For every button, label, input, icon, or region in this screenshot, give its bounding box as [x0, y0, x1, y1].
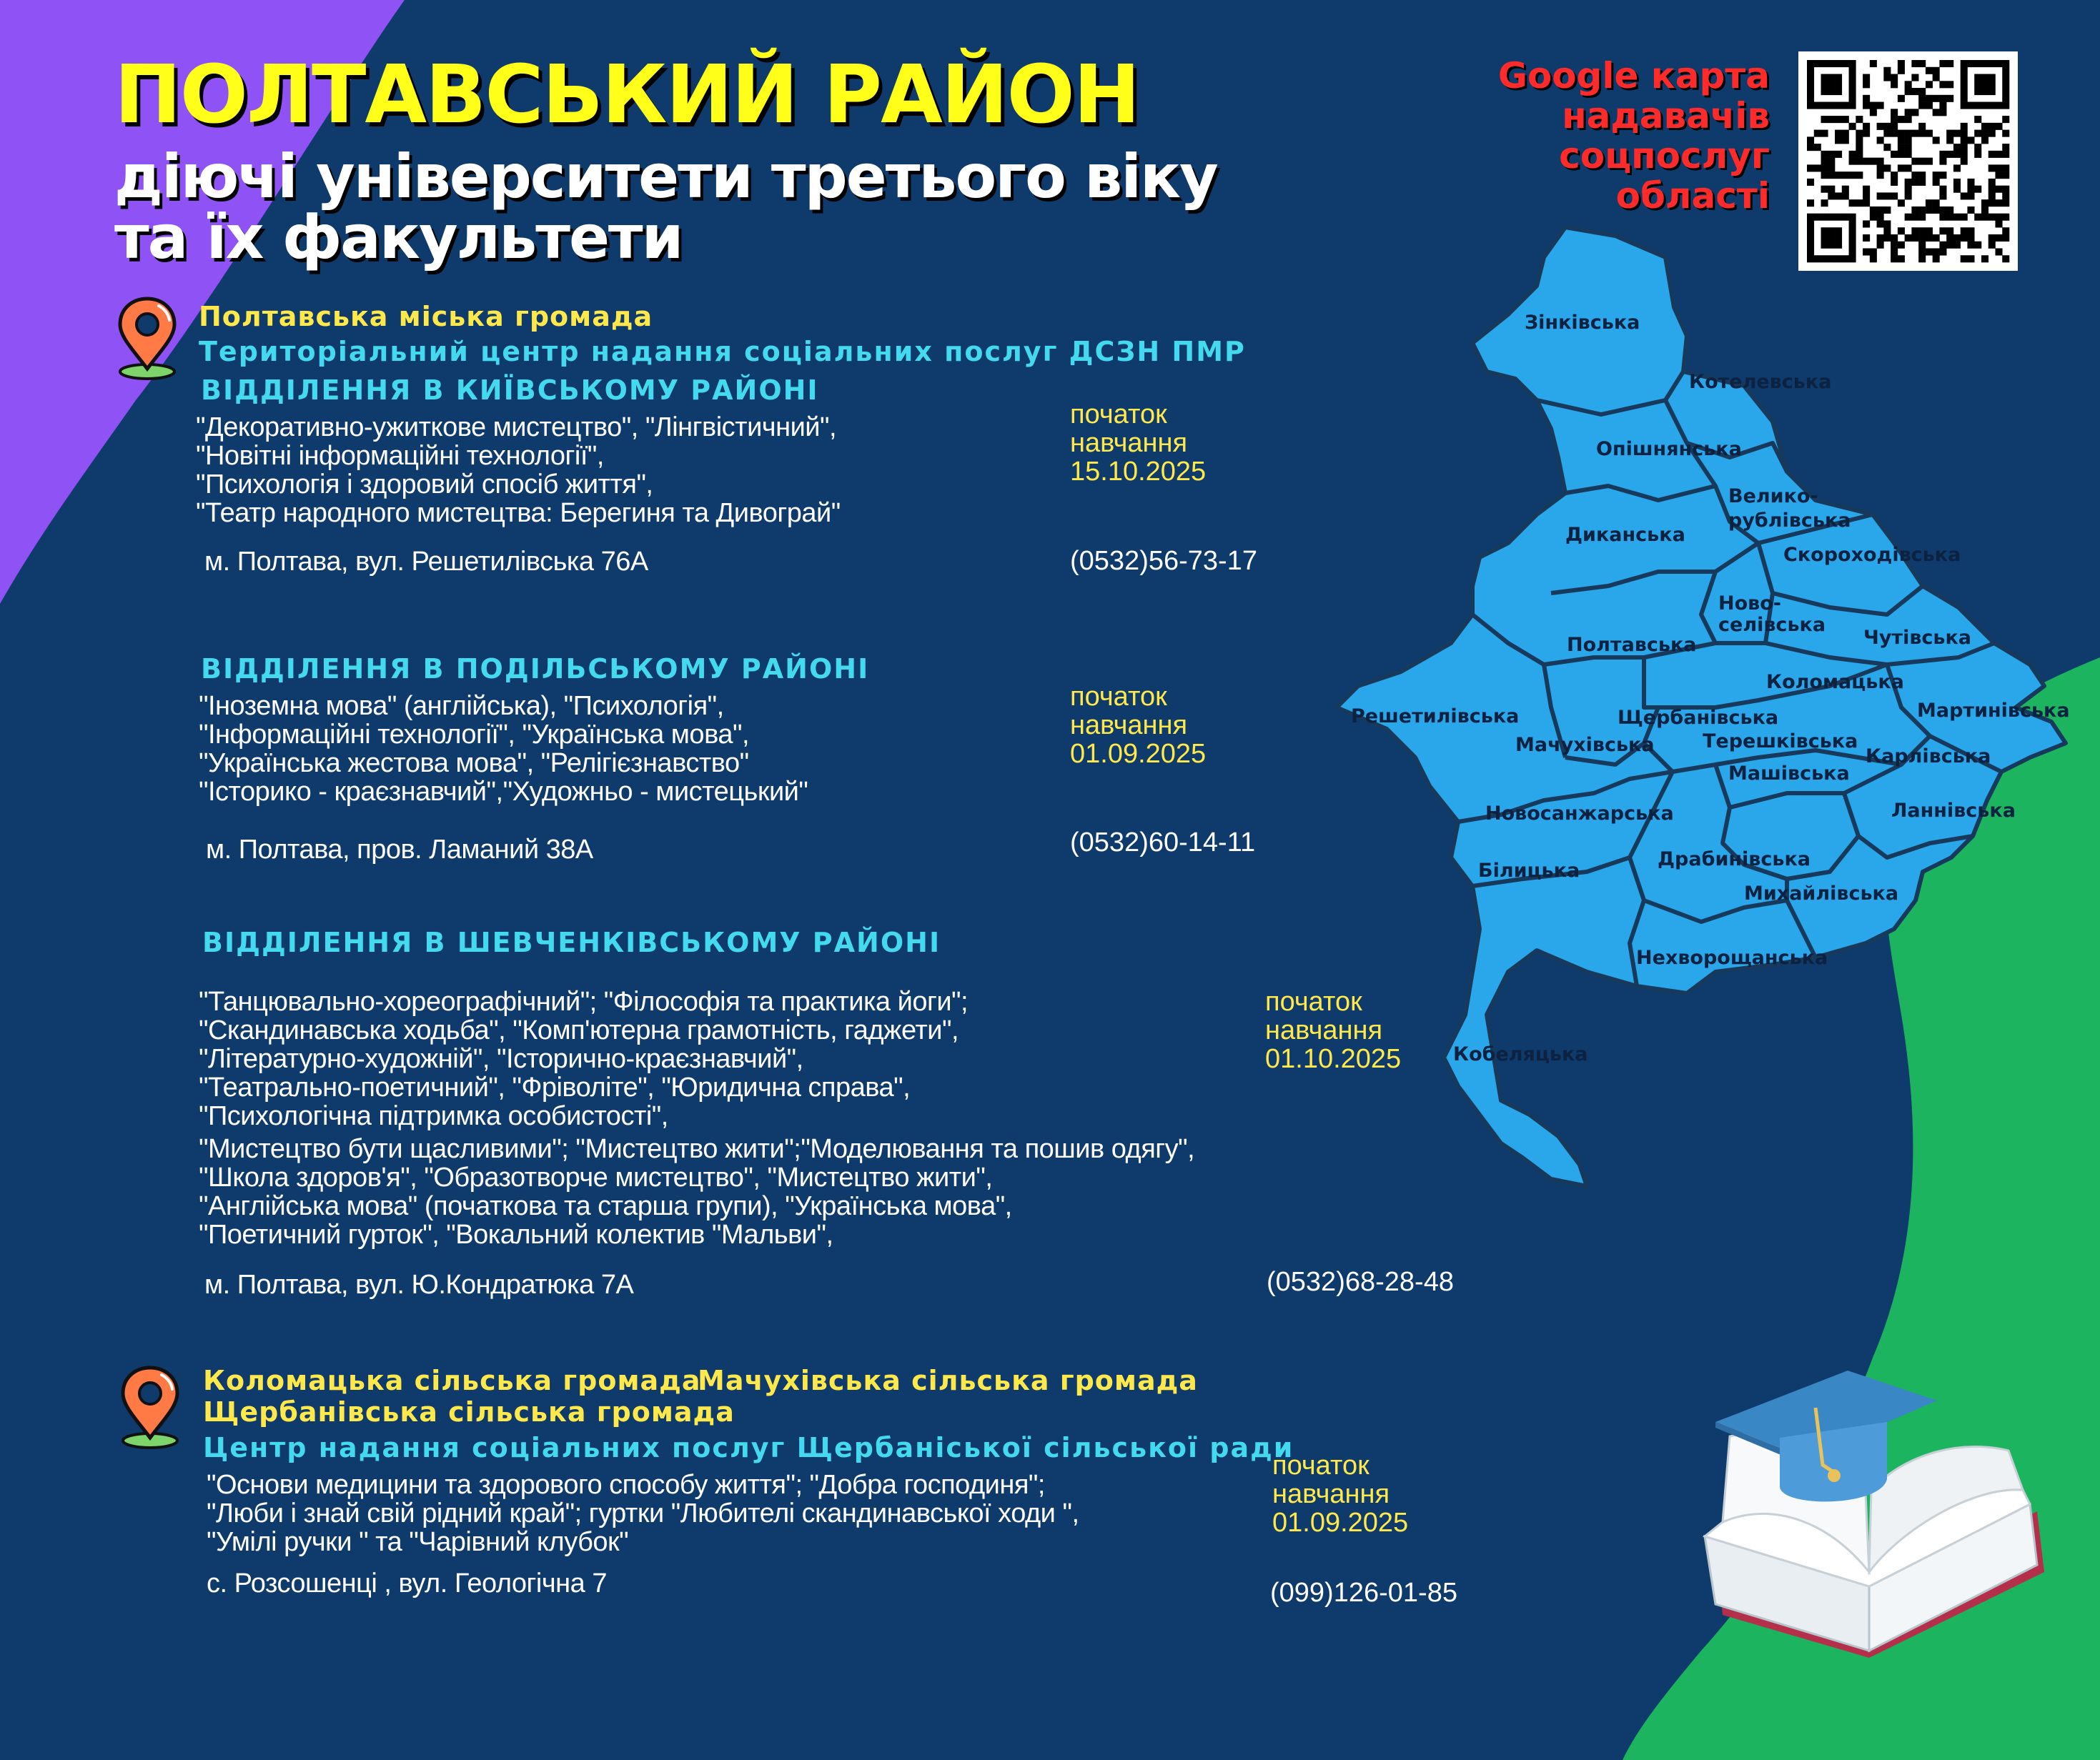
phone-number[interactable]: (0532)60-14-11 [1070, 827, 1256, 857]
center-name: Центр надання соціальних послуг Щербаніської сільської ради [203, 1432, 1294, 1463]
course-line: "Декоративно-ужиткове мистецтво", "Лінгвістичний", [196, 412, 837, 442]
course-line: "Іноземна мова" (англійська), "Психологія", [199, 691, 724, 721]
google-map-caption-line: Google карта [1497, 55, 1770, 96]
phone-number[interactable]: (0532)56-73-17 [1070, 546, 1257, 576]
address: м. Полтава, пров. Ламаний 38А [206, 835, 593, 865]
map-label: рублівська [1728, 509, 1851, 532]
start-date [1265, 988, 1401, 1073]
map-label: Мартинівська [1917, 700, 2070, 722]
map-label: Драбинівська [1658, 848, 1811, 870]
google-map-caption-line: надавачів [1562, 95, 1770, 136]
start-label: навчання [1070, 428, 1188, 458]
map-label: Кобеляцька [1453, 1043, 1588, 1065]
community-name: Коломацька сільська громада [203, 1365, 701, 1396]
courses-list [199, 692, 808, 806]
course-line: "Танцювально-хореографічний"; "Філософія та практика йоги"; [199, 987, 969, 1017]
start-label: навчання [1070, 710, 1188, 740]
page-subtitle-line-1: діючі університети третього віку [114, 141, 1217, 212]
map-label: селівська [1718, 614, 1826, 636]
location-pin-icon [113, 296, 182, 382]
map-label: Михайлівська [1744, 883, 1899, 905]
map-label: Чутівська [1863, 627, 1972, 649]
start-date-value: 15.10.2025 [1070, 457, 1207, 487]
google-map-caption [1498, 56, 1770, 216]
map-label: Карлівська [1866, 745, 1991, 767]
google-map-caption-line: соцпослуг [1559, 135, 1770, 177]
course-line: "Основи медицини та здорового способу життя"; "Добра господиня"; [207, 1470, 1045, 1500]
book-graduation-cap-icon [1673, 1358, 2073, 1729]
center-name: Територіальний центр надання соціальних послуг ДСЗН ПМР [199, 336, 1246, 367]
google-map-caption-line: області [1615, 175, 1770, 217]
map-label: Нехворощанська [1636, 947, 1828, 969]
phone-number[interactable]: (099)126-01-85 [1270, 1578, 1457, 1608]
community-name: Полтавська міська громада [199, 301, 653, 332]
course-line: "Школа здоров'я", "Образотворче мистецтво", "Мистецтво жити", [199, 1163, 993, 1193]
start-label: навчання [1272, 1479, 1390, 1509]
map-label: Решетилівська [1351, 705, 1520, 727]
course-line: "Театр народного мистецтва: Берегиня та Дивограй" [196, 498, 841, 528]
phone-number[interactable]: (0532)68-28-48 [1267, 1267, 1454, 1297]
course-line: "Літературно-художній", "Історично-краєзнавчий", [199, 1044, 803, 1074]
start-date-value: 01.09.2025 [1272, 1508, 1409, 1538]
start-date [1070, 682, 1206, 768]
start-date [1070, 400, 1206, 486]
course-line: "Англійська мова" (початкова та старша групи), "Українська мова", [199, 1191, 1012, 1221]
page-title: ПОЛТАВСЬКИЙ РАЙОН [114, 49, 1139, 141]
courses-list [207, 1471, 1079, 1556]
course-line: "Психологія і здоровий спосіб життя", [196, 469, 653, 499]
course-line: "Історико - краєзнавчий","Художньо - мистецький" [199, 777, 808, 807]
page-subtitle-line-2: та їх факультети [114, 202, 683, 272]
course-line: "Інформаційні технології", "Українська мова", [199, 720, 750, 750]
start-label: навчання [1265, 1015, 1383, 1045]
community-name: Мачухівська сільська громада [698, 1365, 1198, 1396]
district-map [1326, 222, 2076, 1193]
course-line: "Люби і знай свій рідний край"; гуртки "Любителі скандинавської ходи ", [207, 1498, 1079, 1528]
map-label: Коломацька [1766, 671, 1904, 693]
map-label: Велико- [1728, 485, 1818, 507]
map-label: Ланнівська [1891, 800, 2016, 822]
map-label: Мачухівська [1515, 734, 1655, 756]
map-label: Щербанівська [1618, 707, 1779, 729]
start-date-value: 01.10.2025 [1265, 1044, 1402, 1074]
courses-list [199, 988, 1194, 1249]
address: с. Розсошенці , вул. Геологічна 7 [207, 1568, 607, 1599]
map-label: Ново- [1718, 592, 1781, 615]
start-label: початок [1070, 399, 1167, 429]
start-label: початок [1265, 987, 1362, 1017]
map-label: Новосанжарська [1485, 802, 1674, 825]
location-pin-icon [116, 1365, 184, 1451]
start-label: початок [1070, 682, 1167, 712]
courses-list [196, 413, 841, 527]
map-label: Котелевська [1689, 371, 1832, 393]
map-label: Скороходівська [1783, 544, 1961, 566]
community-name: Щербанівська сільська громада [203, 1396, 735, 1428]
course-line: "Поетичний гурток", "Вокальний колектив "Мальви", [199, 1220, 833, 1250]
start-date-value: 01.09.2025 [1070, 739, 1207, 769]
map-label: Машівська [1728, 762, 1850, 785]
course-line: "Театрально-поетичний", "Фріволіте", "Юридична справа", [199, 1073, 911, 1103]
map-label: Диканська [1565, 524, 1685, 546]
course-line: "Мистецтво бути щасливими"; "Мистецтво жити";"Моделювання та пошив одягу", [199, 1134, 1195, 1164]
start-label: початок [1272, 1451, 1370, 1481]
map-label: Терешківська [1703, 730, 1858, 752]
branch-name: ВІДДІЛЕННЯ В КИЇВСЬКОМУ РАЙОНІ [201, 374, 819, 406]
map-label: Полтавська [1567, 634, 1697, 656]
course-line: "Умілі ручки " та "Чарівний клубок" [207, 1527, 629, 1557]
course-line: "Українська жестова мова", "Релігієзнавство" [199, 748, 749, 778]
start-date [1272, 1451, 1408, 1537]
branch-name: ВІДДІЛЕННЯ В ПОДІЛЬСЬКОМУ РАЙОНІ [201, 653, 870, 685]
branch-name: ВІДДІЛЕННЯ В ШЕВЧЕНКІВСЬКОМУ РАЙОНІ [202, 927, 941, 958]
course-line: "Скандинавська ходьба", "Комп'ютерна грамотність, гаджети", [199, 1015, 959, 1045]
course-line: "Психологічна підтримка особистості", [199, 1101, 668, 1131]
address: м. Полтава, вул. Решетилівська 76А [204, 547, 648, 577]
map-label: Білицька [1478, 860, 1580, 882]
address: м. Полтава, вул. Ю.Кондратюка 7А [204, 1270, 634, 1300]
course-line: "Новітні інформаційні технології", [196, 441, 604, 471]
map-label: Зінківська [1525, 312, 1640, 334]
map-label: Опішнянська [1596, 438, 1742, 460]
